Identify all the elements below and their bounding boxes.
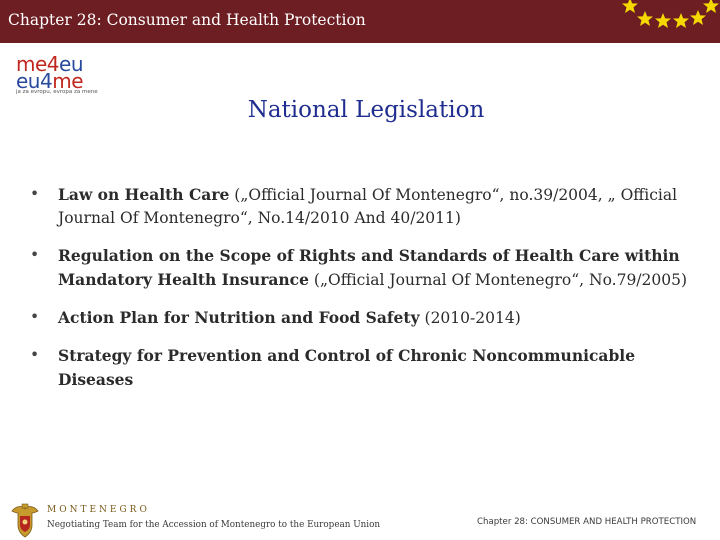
list-item-bold: Regulation on the Scope of Rights and Standards of Health Care within Mandatory Health Insurance xyxy=(58,246,680,289)
logo-eu: eu xyxy=(59,52,83,76)
logo-line-2 xyxy=(16,71,83,91)
list-item-text: (2010-2014) xyxy=(419,309,521,327)
eu-star-icon xyxy=(622,0,638,13)
eu-star-icon xyxy=(637,11,653,26)
footer-country: MONTENEGRO xyxy=(47,505,150,515)
list-item xyxy=(30,344,700,392)
footer-team: Negotiating Team for the Accession of Montenegro to the European Union xyxy=(47,520,381,530)
list-item-bold: Strategy for Prevention and Control of Chronic Noncommunicable Diseases xyxy=(58,346,636,389)
list-item xyxy=(30,183,700,230)
footer-chapter: Chapter 28: CONSUMER AND HEALTH PROTECTION xyxy=(477,517,697,527)
eu-star-icon xyxy=(673,13,689,28)
logo-eu4: eu4 xyxy=(16,69,53,93)
list-item-bold: Action Plan for Nutrition and Food Safety xyxy=(58,308,420,327)
me4eu-logo xyxy=(16,54,108,98)
list-item xyxy=(30,244,700,292)
eu-stars xyxy=(0,0,720,43)
header-bar xyxy=(0,0,720,43)
list-item-bold: Law on Health Care xyxy=(58,185,230,204)
legislation-list xyxy=(30,183,700,392)
logo-tagline: ja za evropu, evropa za mene xyxy=(16,89,98,95)
coat-of-arms-icon xyxy=(8,503,42,539)
slide-title: National Legislation xyxy=(247,97,485,123)
list-item xyxy=(30,306,700,330)
eu-star-icon xyxy=(690,10,706,25)
eu-star-icon xyxy=(655,13,671,28)
eu-star-icon xyxy=(703,0,719,13)
list-item-text: („Official Journal Of Montenegro“, No.79/2005) xyxy=(308,271,688,289)
header-title: Chapter 28: Consumer and Health Protection xyxy=(8,11,366,29)
list-item-text: („Official Journal Of Montenegro“, no.39/2004, „ Official Journal Of Montenegro“, No.14/2010 And 40/2011) xyxy=(58,186,678,227)
logo-me: me xyxy=(52,69,84,93)
logo-me4: me4 xyxy=(16,52,60,76)
